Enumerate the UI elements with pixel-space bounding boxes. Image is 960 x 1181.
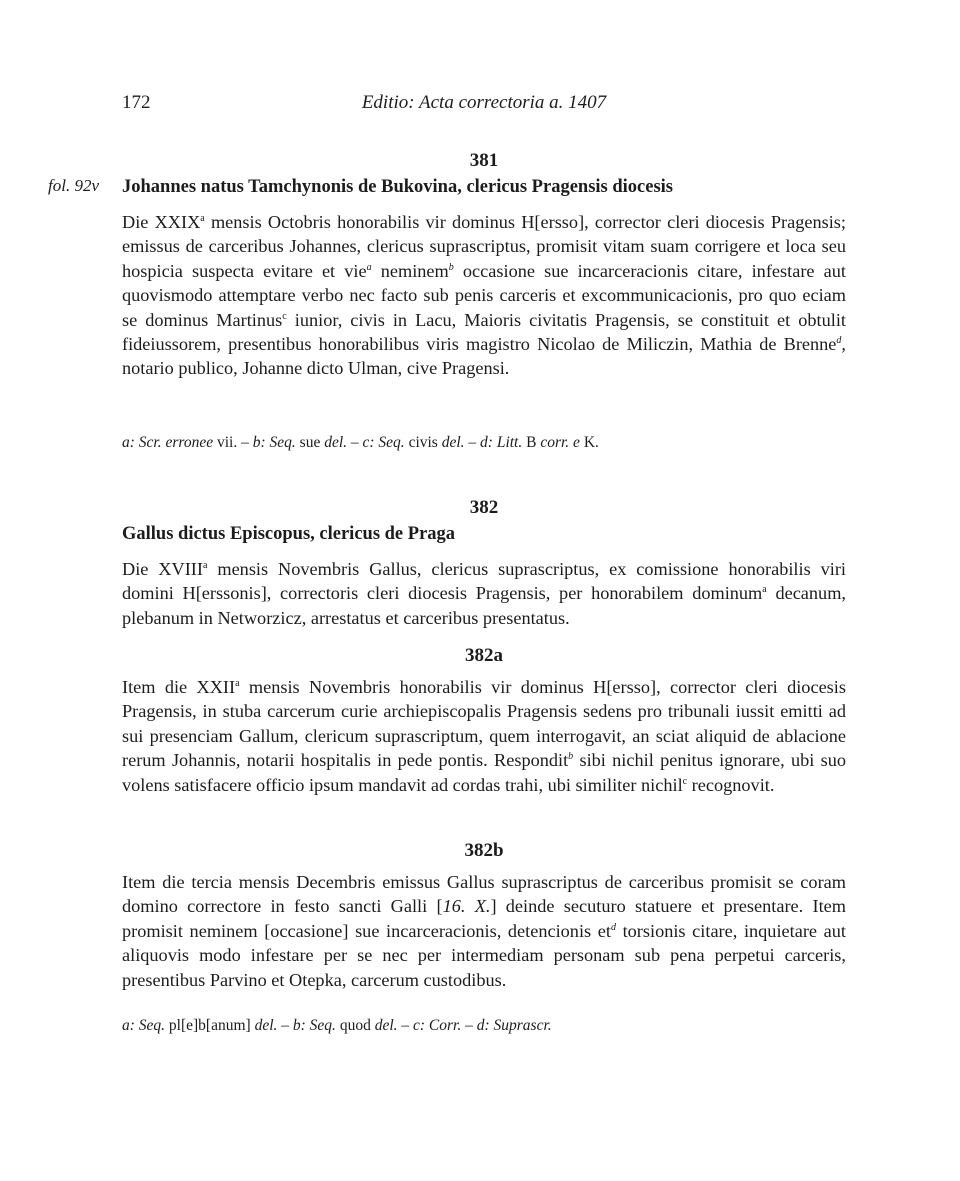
entry-382 <box>122 497 846 630</box>
entry-heading: Johannes natus Tamchynonis de Bukovina, clericus Pragensis diocesis <box>122 177 673 197</box>
entry-text: Item die tercia mensis Decembris emissus Gallus suprascriptus de carceribus promisit se coram domino correctore in festo sancti Galli [16. X.] deinde secuturo statuere et presentare. Item promisit neminem [occasione] sue incarceracionis, detencionis $et^d$ torsionis citare, inquietare aut aliquovis modo infestare per se nec per intermediam personam sub pena perpetui carceris, presentibus Parvino et Otepka, carcerum custodibus. <box>122 872 846 990</box>
page-number: 172 <box>122 92 151 113</box>
running-head <box>122 92 846 118</box>
entry-number: 381 <box>469 150 499 171</box>
entry-text: Die XVIII$^a$ mensis Novembris Gallus, clericus suprascriptus, ex comissione honorabilis viri domini H[erssonis], correctoris cleri diocesis Pragensis, per honorabilem dominum$^a$ decanum, plebanum in Networzicz, arrestatus et carceribus presentatus. <box>122 559 846 628</box>
entry-number: 382a <box>465 645 503 666</box>
folio-marginal-note: fol. 92v <box>48 176 99 195</box>
entry-381 <box>122 150 846 381</box>
critical-apparatus: a: Scr. erronee vii. – b: Seq. sue del. – c: Seq. civis del. – d: Litt. B corr. e K. <box>122 434 599 451</box>
entry-382b <box>122 840 846 992</box>
entry-382a <box>122 645 846 797</box>
entry-number: 382 <box>469 497 499 518</box>
running-title: Editio: Acta correctoria a. 1407 <box>361 92 607 113</box>
entry-text: Die XXIX$^a$ mensis Octobris honorabilis vir dominus H[ersso], corrector cleri diocesis Pragensis; emissus de carceribus Johannes, clericus suprascriptus, promisit vitam suam corrigere et loca seu hospicia suspecta evitare et vie$^a$ neminem$^b$ occasione sue incarceracionis citare, infestare aut quovismodo attemptare verbo nec facto sub penis carceris et excommunicacionis, pro quo eciam se dominus Martinus$^c$ iunior, civis in Lacu, Maioris civitatis Pragensis, se constituit et obtulit fideiussorem, presentibus honorabilibus viris magistro Nicolao de Miliczin, Mathia de Brenne$^d$, notario publico, Johanne dicto Ulman, cive Pragensi. <box>122 212 847 379</box>
entry-heading: Gallus dictus Episcopus, clericus de Praga <box>122 524 456 544</box>
critical-apparatus: a: Seq. pl[e]b[anum] del. – b: Seq. quod del. – c: Corr. – d: Suprascr. <box>122 1017 552 1034</box>
entry-text: Item die XXII$^a$ mensis Novembris honorabilis vir dominus H[ersso], corrector cleri diocesis Pragensis, in stuba carcerum curie archiepiscopalis Pragensis sedens pro tribunali iussit emitti ad sui presenciam Gallum, clericum suprascriptum, quem interrogavit, an sciat aliquid de ablacione rerum Johannis, notarii hospitalis in pede pontis. Respondit$^b$ sibi nichil penitus ignorare, ubi suo volens satisfacere officio ipsum mandavit ad cordas trahi, ubi similiter nichil$^c$ recognovit. <box>122 677 846 795</box>
entry-number: 382b <box>464 840 504 861</box>
